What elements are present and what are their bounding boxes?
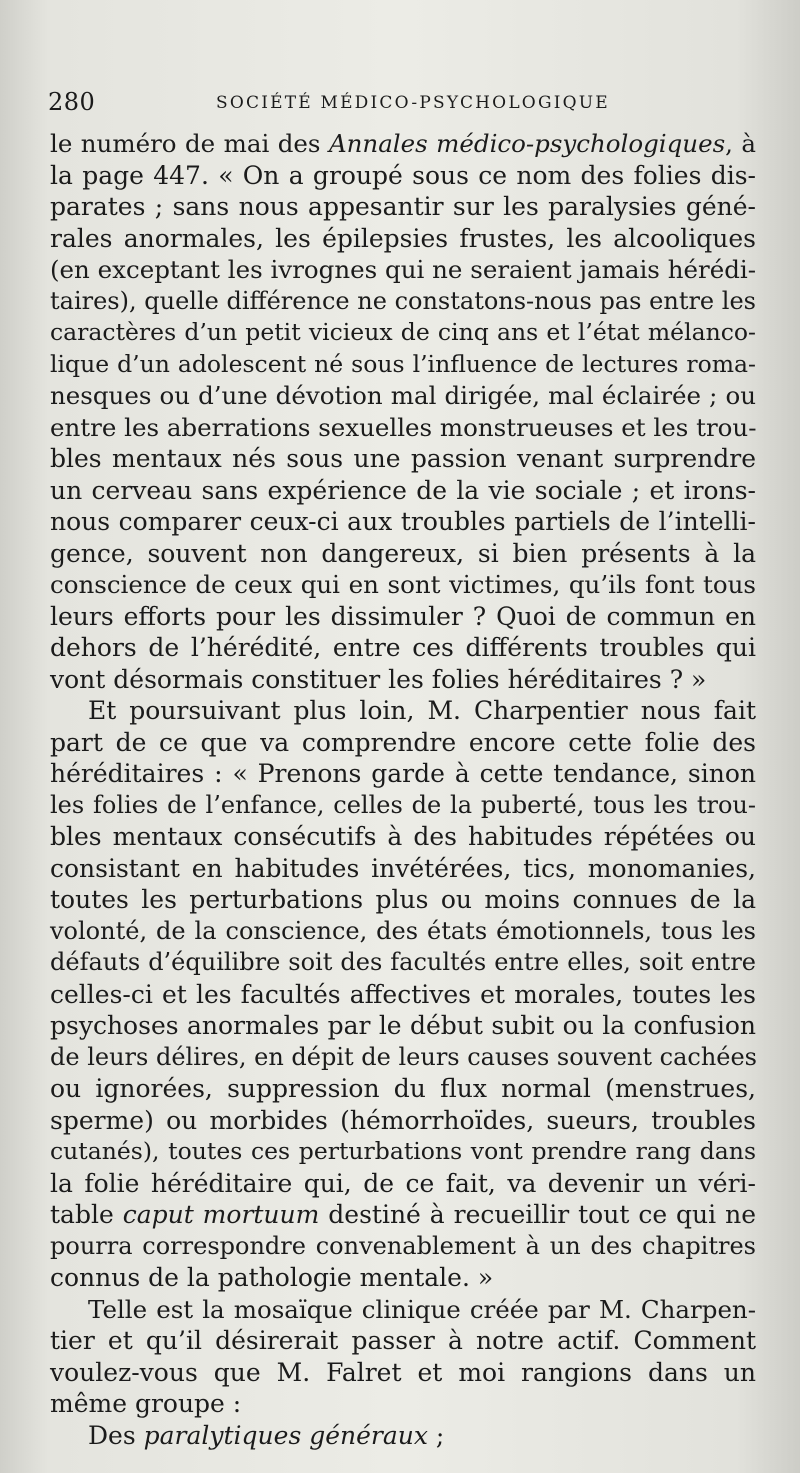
line-text: gence, souvent non dangereux, si bien présents à la xyxy=(50,538,756,568)
line-text: les folies de l’enfance, celles de la puberté, tous les trou- xyxy=(50,790,756,819)
line-text: consistant en habitudes invétérées, tics, monomanies, xyxy=(50,853,756,883)
text-line xyxy=(50,727,756,759)
text-line xyxy=(50,1388,756,1420)
text-line xyxy=(50,191,756,223)
line-text: table xyxy=(50,1200,123,1229)
line-text: héréditaires : « Prenons garde à cette tendance, sinon xyxy=(50,759,756,788)
line-text: toutes les perturbations plus ou moins connues de la xyxy=(50,885,756,914)
line-text: leurs efforts pour les dissimuler ? Quoi de commun en xyxy=(50,601,756,631)
page-number: 280 xyxy=(48,88,96,116)
text-line xyxy=(50,538,756,570)
line-text: Telle est la mosaïque clinique créée par M. Charpen- xyxy=(88,1294,756,1324)
text-line xyxy=(50,601,756,633)
text-line xyxy=(50,506,756,538)
text-line xyxy=(50,317,756,349)
line-text: la folie héréditaire qui, de ce fait, va devenir un véri- xyxy=(50,1168,756,1198)
line-text: taires), quelle différence ne constatons-nous pas entre les xyxy=(50,286,756,315)
line-text: psychoses anormales par le début subit ou la confusion xyxy=(50,1011,756,1040)
text-line xyxy=(50,223,756,255)
text-line xyxy=(50,758,756,790)
line-text: nesques ou d’une dévotion mal dirigée, mal éclairée ; ou xyxy=(50,381,756,410)
body-text xyxy=(50,128,756,1451)
line-text: ou ignorées, suppression du flux normal (menstrues, xyxy=(50,1074,756,1103)
text-line xyxy=(50,853,756,885)
line-text: rales anormales, les épilepsies frustes, les alcooliques xyxy=(50,223,756,253)
line-text: caractères d’un petit vicieux de cinq ans et l’état mélanco- xyxy=(50,318,756,346)
line-text: même groupe : xyxy=(50,1389,242,1418)
text-line xyxy=(50,412,756,444)
line-text: conscience de ceux qui en sont victimes, qu’ils font tous xyxy=(50,570,756,599)
text-line xyxy=(50,821,756,853)
line-text: connus de la pathologie mentale. » xyxy=(50,1263,494,1292)
text-line xyxy=(50,1325,756,1357)
line-text: sperme) ou morbides (hémorrhoïdes, sueurs, troubles xyxy=(50,1105,756,1135)
text-line xyxy=(50,632,756,664)
text-line xyxy=(50,380,756,412)
text-line xyxy=(50,790,756,822)
text-line xyxy=(50,475,756,507)
line-italic-text: caput mortuum xyxy=(122,1200,320,1229)
line-text: pourra correspondre convenablement à un des chapitres xyxy=(50,1231,756,1260)
line-text: le numéro de mai des xyxy=(50,129,329,158)
text-line xyxy=(50,1294,756,1326)
text-line xyxy=(50,349,756,381)
text-line xyxy=(50,1010,756,1042)
text-line xyxy=(50,443,756,475)
text-line xyxy=(50,1357,756,1389)
line-text: volonté, de la conscience, des états émotionnels, tous les xyxy=(50,916,756,945)
line-text: Et poursuivant plus loin, M. Charpentier nous fait xyxy=(88,696,756,725)
line-text: défauts d’équilibre soit des facultés entre elles, soit entre xyxy=(50,948,756,976)
line-text: Des xyxy=(88,1420,144,1450)
text-line xyxy=(50,286,756,318)
text-line xyxy=(50,695,756,727)
text-line xyxy=(50,1105,756,1137)
text-line xyxy=(50,1420,756,1452)
text-line xyxy=(50,947,756,979)
line-italic-text: Annales médico-psychologiques xyxy=(328,129,726,158)
line-text: entre les aberrations sexuelles monstrueuses et les trou- xyxy=(50,412,757,442)
text-line xyxy=(50,1042,756,1074)
line-text: bles mentaux consécutifs à des habitudes répétées ou xyxy=(50,822,756,851)
line-text: (en exceptant les ivrognes qui ne seraient jamais hérédi- xyxy=(50,255,756,284)
text-line xyxy=(50,1199,756,1231)
line-text: voulez-vous que M. Falret et moi rangions dans un xyxy=(50,1357,756,1387)
text-line xyxy=(50,569,756,601)
line-text: dehors de l’hérédité, entre ces différents troubles qui xyxy=(50,633,756,662)
line-text: nous comparer ceux-ci aux troubles partiels de l’intelli- xyxy=(50,507,756,536)
line-text: un cerveau sans expérience de la vie sociale ; et irons- xyxy=(50,475,756,505)
line-text: cutanés), toutes ces perturbations vont prendre rang dans xyxy=(50,1137,756,1165)
text-line xyxy=(50,160,756,192)
text-line xyxy=(50,1073,756,1105)
text-line xyxy=(50,884,756,916)
text-line xyxy=(50,916,756,948)
text-line xyxy=(50,664,756,696)
line-text: tier et qu’il désirerait passer à notre actif. Comment xyxy=(50,1326,756,1355)
line-text: vont désormais constituer les folies héréditaires ? » xyxy=(50,664,707,694)
page-header xyxy=(48,88,748,124)
line-text-end: ; xyxy=(427,1420,445,1450)
line-text: celles-ci et les facultés affectives et morales, toutes les xyxy=(50,979,756,1009)
text-line xyxy=(50,979,756,1011)
text-line xyxy=(50,128,756,160)
line-italic-text: paralytiques généraux xyxy=(143,1420,428,1450)
line-text: la page 447. « On a groupé sous ce nom des folies dis- xyxy=(50,160,756,190)
line-text: lique d’un adolescent né sous l’influence de lectures roma- xyxy=(50,349,756,378)
text-line xyxy=(50,1168,756,1200)
line-text: bles mentaux nés sous une passion venant surprendre xyxy=(50,444,756,473)
line-text-end: , à xyxy=(725,129,756,158)
text-line xyxy=(50,1231,756,1263)
line-text: de leurs délires, en dépit de leurs causes souvent cachées xyxy=(50,1042,757,1071)
running-head: SOCIÉTÉ MÉDICO-PSYCHOLOGIQUE xyxy=(216,93,610,113)
line-text: part de ce que va comprendre encore cette folie des xyxy=(50,727,756,757)
text-line xyxy=(50,1262,756,1294)
text-line xyxy=(50,1136,756,1168)
text-line xyxy=(50,254,756,286)
line-text-end: destiné à recueillir tout ce qui ne xyxy=(319,1200,756,1229)
line-text: parates ; sans nous appesantir sur les paralysies géné- xyxy=(50,192,756,221)
